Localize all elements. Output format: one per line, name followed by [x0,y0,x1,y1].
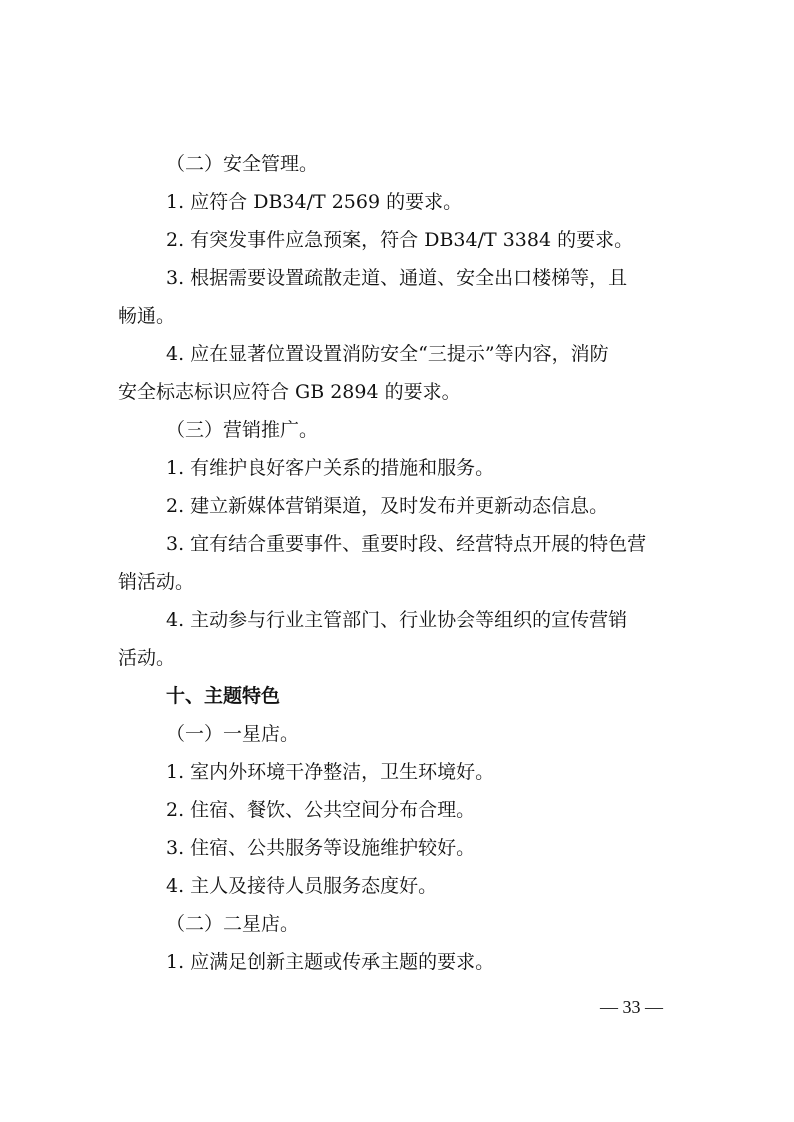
paragraph-line: 活动。 [118,647,176,669]
paragraph-line: 1. 应符合 DB34/T 2569 的要求。 [166,191,463,213]
paragraph-line: 1. 有维护良好客户关系的措施和服务。 [166,457,495,479]
paragraph-line: 3. 住宿、公共服务等设施维护较好。 [166,837,476,859]
paragraph-line: 3. 宜有结合重要事件、重要时段、经营特点开展的特色营 [166,533,647,555]
section-heading-two-star: （二）二星店。 [166,913,300,935]
paragraph-line: 2. 住宿、餐饮、公共空间分布合理。 [166,799,476,821]
section-heading-safety-management: （二）安全管理。 [166,153,319,175]
paragraph-line: 4. 主人及接待人员服务态度好。 [166,875,438,897]
section-heading-marketing: （三）营销推广。 [166,419,319,441]
paragraph-line: 安全标志标识应符合 GB 2894 的要求。 [118,381,461,403]
paragraph-line: 2. 有突发事件应急预案，符合 DB34/T 3384 的要求。 [166,229,634,251]
chapter-heading-theme-features: 十、主题特色 [166,685,281,707]
paragraph-line: 销活动。 [118,571,195,593]
paragraph-line: 3. 根据需要设置疏散走道、通道、安全出口楼梯等，且 [166,267,628,289]
paragraph-line: 畅通。 [118,305,176,327]
paragraph-line: 1. 室内外环境干净整洁，卫生环境好。 [166,761,495,783]
paragraph-line: 2. 建立新媒体营销渠道，及时发布并更新动态信息。 [166,495,609,517]
section-heading-one-star: （一）一星店。 [166,723,300,745]
paragraph-line: 4. 应在显著位置设置消防安全“三提示”等内容，消防 [166,343,609,365]
paragraph-line: 4. 主动参与行业主管部门、行业协会等组织的宣传营销 [166,609,628,631]
paragraph-line: 1. 应满足创新主题或传承主题的要求。 [166,951,495,973]
page-number: — 33 — [600,997,663,1017]
